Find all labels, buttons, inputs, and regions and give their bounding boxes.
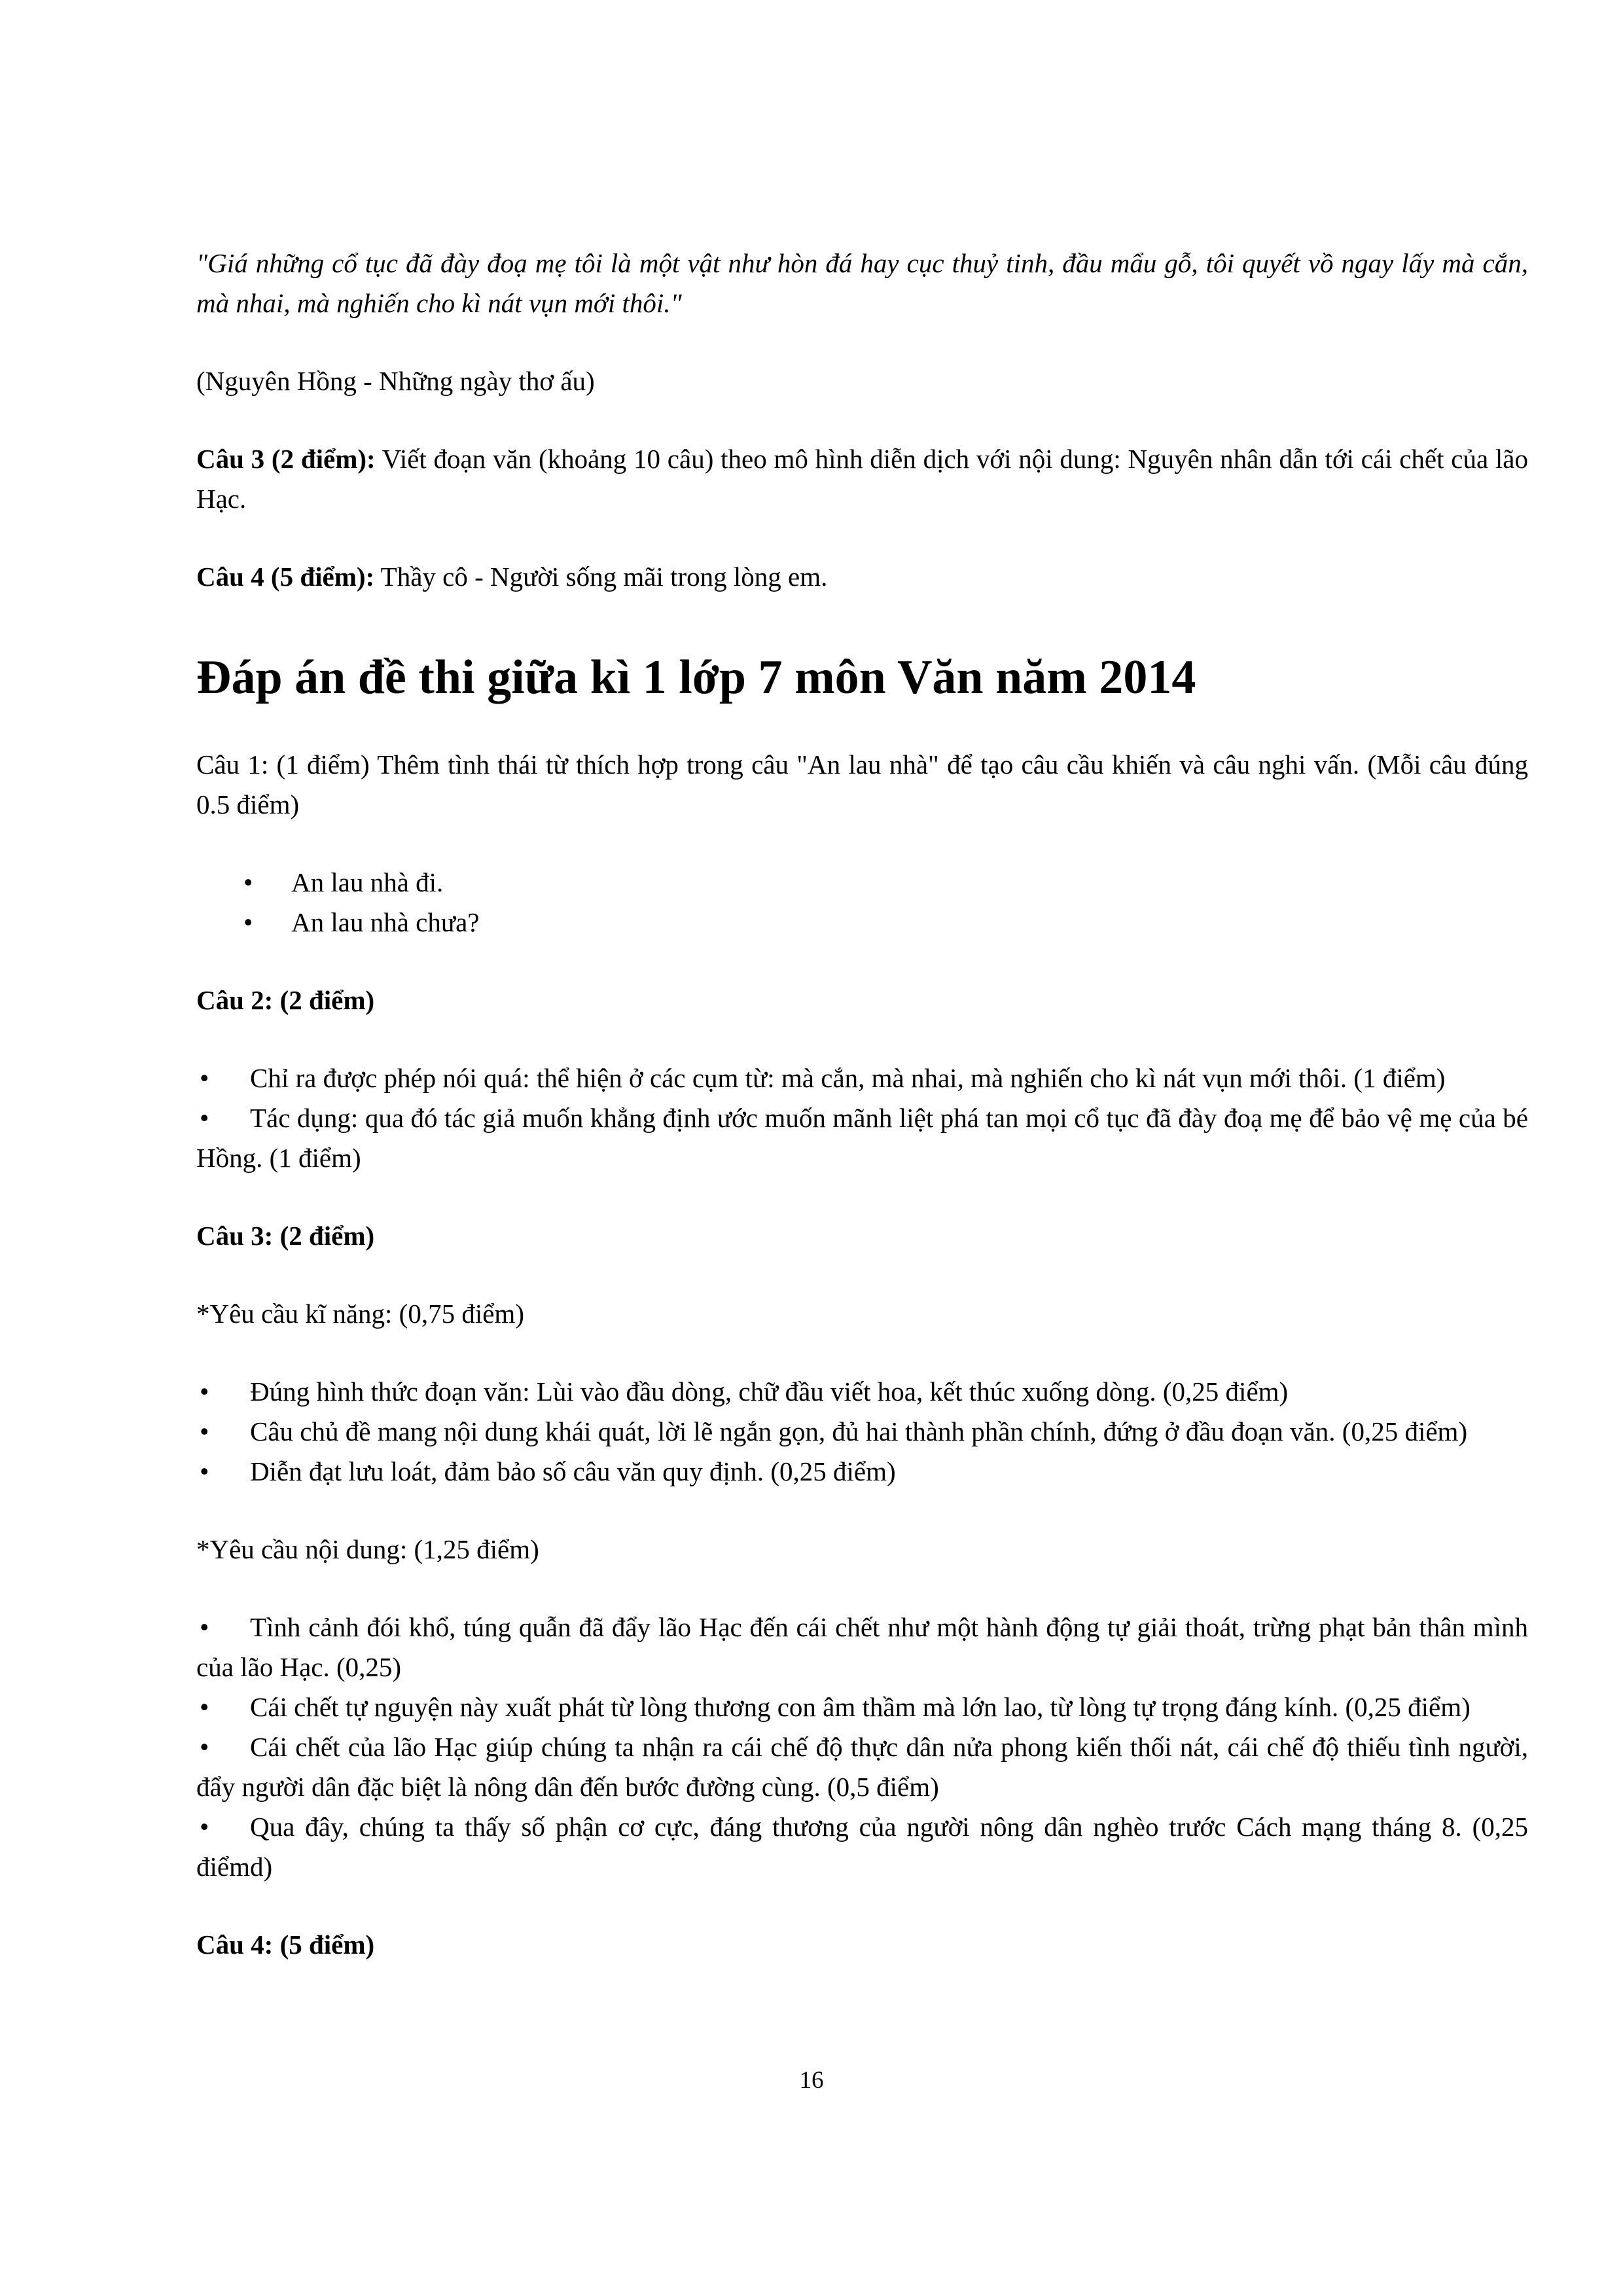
bullet-icon: • [243,907,253,937]
question-4-text: Thầy cô - Người sống mãi trong lòng em. [374,562,828,592]
list-item [196,1412,1528,1452]
bullet-icon: • [200,1376,209,1407]
quote-source: (Nguyên Hồng - Những ngày thơ ấu) [196,366,595,396]
answer-1-list [196,863,1528,942]
list-item [196,1452,1528,1492]
question-4 [196,557,1528,597]
list-item [196,1607,1528,1687]
list-item-text: Diễn đạt lưu loát, đảm bảo số câu văn quy định. (0,25 điểm) [250,1456,896,1486]
list-item-text: Tác dụng: qua đó tác giả muốn khẳng định ước muốn mãnh liệt phá tan mọi cổ tục đã đày đoạ mẹ để bảo vệ mẹ của bé Hồng. (1 điểm) [196,1103,1528,1173]
list-item-text: An lau nhà đi. [291,867,444,897]
answer-3-title [196,1216,1528,1256]
list-item-text: Chỉ ra được phép nói quá: thể hiện ở các cụm từ: mà cắn, mà nhai, mà nghiến cho kì nát vụn mới thôi. (1 điểm) [250,1063,1446,1093]
list-item-text: Đúng hình thức đoạn văn: Lùi vào đầu dòng, chữ đầu viết hoa, kết thúc xuống dòng. (0,25 điểm) [250,1376,1289,1407]
question-3 [196,439,1528,519]
list-item [196,1807,1528,1887]
list-item-text: Câu chủ đề mang nội dung khái quát, lời lẽ ngắn gọn, đủ hai thành phần chính, đứng ở đầu đoạn văn. (0,25 điểm) [250,1416,1468,1446]
answer-3-skills-title: *Yêu cầu kĩ năng: (0,75 điểm) [196,1299,524,1329]
question-3-label: Câu 3 (2 điểm): [196,444,376,474]
question-3-text: Viết đoạn văn (khoảng 10 câu) theo mô hình diễn dịch với nội dung: Nguyên nhân dẫn tới cái chết của lão Hạc. [196,444,1528,514]
list-item-text: Cái chết của lão Hạc giúp chúng ta nhận ra cái chế độ thực dân nửa phong kiến thối nát, cái chế độ thiếu tình người, đẩy người dân đặc biệt là nông dân đến bước đường cùng. (0,5 điểm) [196,1732,1528,1802]
list-item-text: Qua đây, chúng ta thấy số phận cơ cực, đáng thương của người nông dân nghèo trước Cách mạng tháng 8. (0,25 điểmd) [196,1812,1528,1882]
answer-heading: Đáp án đề thi giữa kì 1 lớp 7 môn Văn năm 2014 [196,651,1196,704]
list-item-text: Cái chết tự nguyện này xuất phát từ lòng thương con âm thầm mà lớn lao, từ lòng tự trọng đáng kính. (0,25 điểm) [250,1692,1471,1722]
answer-4-title [196,1925,1528,1965]
answer-2-title-text: Câu 2: (2 điểm) [196,985,375,1015]
list-item [196,1727,1528,1807]
answer-3-skills-list [196,1372,1528,1492]
list-item [196,1058,1528,1098]
list-item [196,1687,1528,1727]
answer-3-content-title: *Yêu cầu nội dung: (1,25 điểm) [196,1534,539,1564]
document-page [196,243,1528,1965]
answer-2-title [196,980,1528,1020]
page-number: 16 [799,2067,824,2094]
list-item-text: Tình cảnh đói khổ, túng quẫn đã đẩy lão Hạc đến cái chết như một hành động tự giải thoát, trừng phạt bản thân mình của lão Hạc. (0,25) [196,1612,1528,1682]
question-4-label: Câu 4 (5 điểm): [196,562,375,592]
bullet-icon: • [243,867,253,897]
answer-3-content-list [196,1607,1528,1887]
bullet-icon: • [200,1812,209,1842]
list-item [196,1372,1528,1412]
bullet-icon: • [200,1456,209,1486]
bullet-icon: • [200,1732,209,1762]
bullet-icon: • [200,1416,209,1446]
list-item [196,1098,1528,1178]
answer-3-title-text: Câu 3: (2 điểm) [196,1221,375,1251]
list-item [196,903,1528,942]
answer-2-list [196,1058,1528,1178]
bullet-icon: • [200,1692,209,1722]
bullet-icon: • [200,1103,209,1133]
answer-4-title-text: Câu 4: (5 điểm) [196,1929,375,1960]
bullet-icon: • [200,1612,209,1642]
list-item [196,863,1528,903]
list-item-text: An lau nhà chưa? [291,907,480,937]
bullet-icon: • [200,1063,209,1093]
answer-1-text: Câu 1: (1 điểm) Thêm tình thái từ thích hợp trong câu "An lau nhà" để tạo câu cầu khiến và câu nghi vấn. (Mỗi câu đúng 0.5 điểm) [196,749,1528,819]
quote-text: "Giá những cổ tục đã đày đoạ mẹ tôi là một vật như hòn đá hay cục thuỷ tinh, đầu mẩu gỗ, tôi quyết vồ ngay lấy mà cắn, mà nhai, mà nghiến cho kì nát vụn mới thôi." [196,248,1528,318]
